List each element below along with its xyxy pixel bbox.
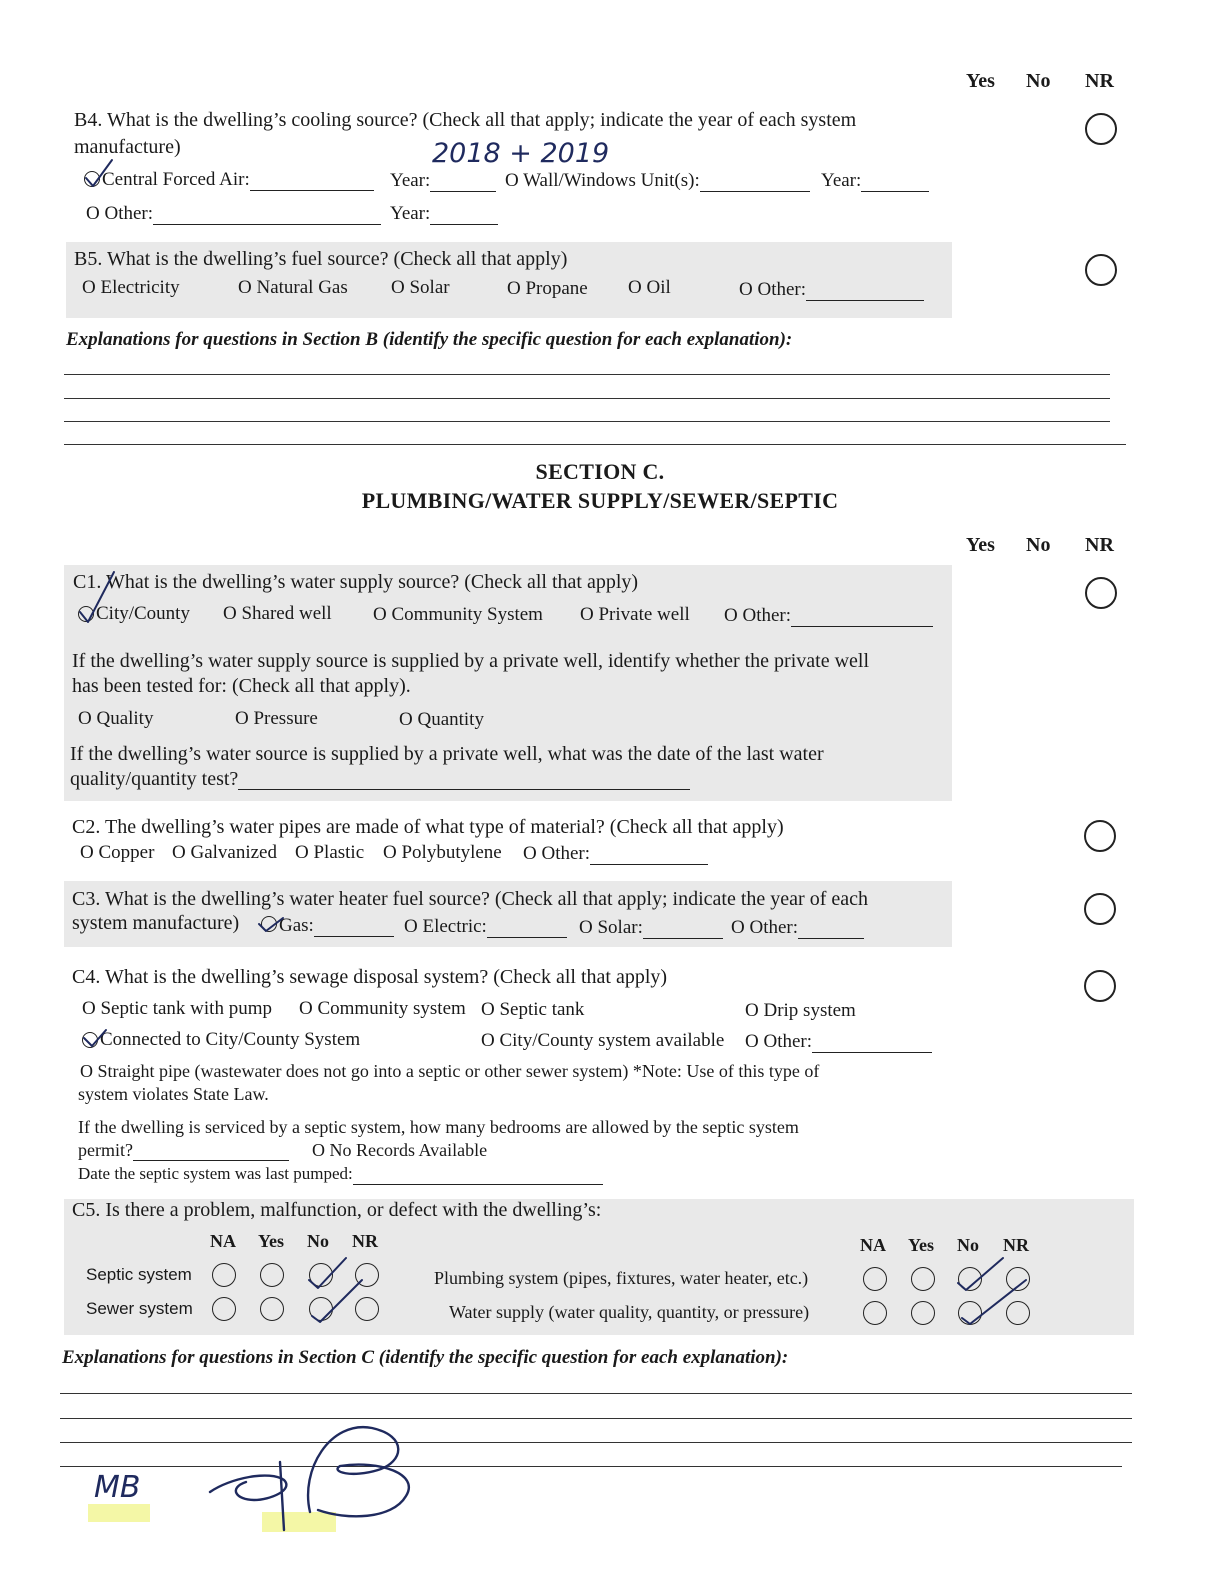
section-b-explanation-line[interactable]: [64, 374, 1110, 375]
b4-year: Year:: [390, 170, 496, 192]
b5-question: B5. What is the dwelling’s fuel source? (Check all that apply): [74, 248, 568, 270]
c2-option-copper[interactable]: O Copper: [80, 842, 155, 863]
header-nr: NR: [1085, 534, 1114, 556]
c1-question: C1. What is the dwelling’s water supply source? (Check all that apply): [73, 571, 639, 593]
c2-option-polybutylene[interactable]: O Polybutylene: [383, 842, 502, 863]
c4-option-connected[interactable]: Connected to City/County System: [100, 1029, 361, 1050]
section-b-explanation-line[interactable]: [64, 398, 1110, 399]
c5-plumbing-nr-radio[interactable]: [1006, 1267, 1030, 1291]
header-yes: Yes: [966, 534, 995, 556]
b4-question-line1: B4. What is the dwelling’s cooling source? (Check all that apply; indicate the year of each system: [74, 109, 857, 131]
section-c-subtitle: PLUMBING/WATER SUPPLY/SEWER/SEPTIC: [361, 488, 839, 513]
c5-plumbing-yes-radio[interactable]: [911, 1267, 935, 1291]
c5-water-nr-radio[interactable]: [1006, 1301, 1030, 1325]
c5-left-na-header: NA: [210, 1231, 236, 1251]
c1-well-test-line1: If the dwelling’s water supply source is supplied by a private well, identify whether the private well: [72, 650, 870, 672]
c5-water-yes-radio[interactable]: [911, 1301, 935, 1325]
header-no: No: [1026, 70, 1051, 92]
b4-nr-radio[interactable]: [1085, 113, 1117, 145]
c1-date-line1: If the dwelling’s water source is supplied by a private well, what was the date of the last water: [70, 743, 824, 765]
b4-wall-windows: O Wall/Windows Unit(s):: [505, 170, 810, 192]
c2-option-other[interactable]: O Other:: [523, 843, 708, 865]
c5-sewer-nr-radio[interactable]: [355, 1297, 379, 1321]
c2-question: C2. The dwelling’s water pipes are made of what type of material? (Check all that apply): [72, 816, 784, 838]
section-c-explanations-label: Explanations for questions in Section C (identify the specific question for each explanation):: [62, 1347, 789, 1368]
c5-water-supply-label: Water supply (water quality, quantity, or pressure): [449, 1302, 810, 1322]
c3-option-other[interactable]: O Other:: [731, 917, 864, 939]
c1-well-test-line2: has been tested for: (Check all that apply).: [72, 675, 411, 697]
c3-question-line1: C3. What is the dwelling’s water heater fuel source? (Check all that apply; indicate the year of each: [72, 888, 868, 910]
c5-plumbing-no-radio[interactable]: [958, 1267, 982, 1291]
c1-option-private-well[interactable]: O Private well: [580, 604, 690, 625]
c1-city-county-radio[interactable]: [78, 606, 94, 622]
c1-date-line2[interactable]: quality/quantity test?: [70, 768, 690, 790]
c5-sewer-system-label: Sewer system: [86, 1299, 193, 1318]
c3-option-gas[interactable]: Gas:: [279, 915, 394, 937]
c4-no-records[interactable]: O No Records Available: [312, 1140, 488, 1160]
section-c-explanation-line[interactable]: [60, 1466, 1122, 1467]
section-b-explanation-line[interactable]: [64, 444, 1126, 445]
c3-option-solar[interactable]: O Solar:: [579, 917, 723, 939]
c4-bedrooms-line2[interactable]: permit?: [78, 1139, 289, 1161]
c3-gas-radio[interactable]: [261, 916, 277, 932]
c2-nr-radio[interactable]: [1084, 820, 1116, 852]
c1-test-quantity[interactable]: O Quantity: [399, 709, 484, 730]
b5-option-solar[interactable]: O Solar: [391, 277, 450, 298]
b4-year-2: Year:: [821, 170, 929, 192]
c1-nr-radio[interactable]: [1085, 577, 1117, 609]
b5-nr-radio[interactable]: [1085, 254, 1117, 286]
header-no: No: [1026, 534, 1051, 556]
initials-highlight: [262, 1512, 336, 1532]
c5-right-na-header: NA: [860, 1235, 886, 1255]
section-b-explanation-line[interactable]: [64, 421, 1110, 422]
c4-bedrooms-line1: If the dwelling is serviced by a septic system, how many bedrooms are allowed by the septic system: [78, 1117, 799, 1137]
c4-question: C4. What is the dwelling’s sewage disposal system? (Check all that apply): [72, 966, 668, 988]
c1-option-other[interactable]: O Other:: [724, 605, 933, 627]
b5-option-oil[interactable]: O Oil: [628, 277, 671, 298]
b5-option-natural-gas[interactable]: O Natural Gas: [238, 277, 348, 298]
header-nr: NR: [1085, 70, 1114, 92]
c1-test-quality[interactable]: O Quality: [78, 708, 154, 729]
initials-highlight: [88, 1504, 150, 1522]
c1-test-pressure[interactable]: O Pressure: [235, 708, 318, 729]
c5-sewer-no-radio[interactable]: [309, 1297, 333, 1321]
section-c-explanation-line[interactable]: [60, 1442, 1132, 1443]
b4-central-forced-air: Central Forced Air:: [102, 169, 374, 191]
c4-option-septic-tank[interactable]: O Septic tank: [481, 999, 585, 1020]
section-c-explanation-line[interactable]: [60, 1418, 1132, 1419]
c4-straight-pipe-line2: system violates State Law.: [78, 1084, 269, 1104]
c5-left-nr-header: NR: [352, 1231, 378, 1251]
b5-option-electricity[interactable]: O Electricity: [82, 277, 180, 298]
c5-sewer-na-radio[interactable]: [212, 1297, 236, 1321]
b4-handwritten-year: 2018 + 2019: [432, 138, 610, 169]
handwritten-initials: MB: [94, 1470, 141, 1505]
c4-connected-radio[interactable]: [82, 1032, 98, 1048]
c2-option-galvanized[interactable]: O Galvanized: [172, 842, 277, 863]
c4-option-drip-system[interactable]: O Drip system: [745, 1000, 856, 1021]
header-yes: Yes: [966, 70, 995, 92]
b5-option-propane[interactable]: O Propane: [507, 278, 588, 299]
c5-water-no-radio[interactable]: [958, 1301, 982, 1325]
c5-septic-yes-radio[interactable]: [260, 1263, 284, 1287]
c5-septic-no-radio[interactable]: [309, 1263, 333, 1287]
c5-septic-na-radio[interactable]: [212, 1263, 236, 1287]
b4-other: O Other:: [86, 203, 381, 225]
c3-yes-radio[interactable]: [1084, 893, 1116, 925]
b4-central-air-radio[interactable]: [84, 171, 100, 187]
c4-option-community-system[interactable]: O Community system: [299, 998, 466, 1019]
c5-septic-system-label: Septic system: [86, 1265, 192, 1284]
c5-right-yes-header: Yes: [908, 1235, 934, 1255]
b5-option-other[interactable]: O Other:: [739, 279, 924, 301]
c1-option-community-system[interactable]: O Community System: [373, 604, 543, 625]
c4-option-other[interactable]: O Other:: [745, 1031, 932, 1053]
c5-question: C5. Is there a problem, malfunction, or defect with the dwelling’s:: [72, 1199, 602, 1221]
section-c-explanation-line[interactable]: [60, 1393, 1132, 1394]
section-b-explanations-label: Explanations for questions in Section B (identify the specific question for each explanation):: [66, 329, 793, 350]
section-c-title: SECTION C.: [535, 459, 665, 484]
c4-last-pumped[interactable]: Date the septic system was last pumped:: [78, 1163, 603, 1185]
c5-plumbing-label: Plumbing system (pipes, fixtures, water heater, etc.): [434, 1268, 809, 1288]
c5-left-no-header: No: [307, 1231, 329, 1251]
c2-option-plastic[interactable]: O Plastic: [295, 842, 365, 863]
c1-option-shared-well[interactable]: O Shared well: [223, 603, 332, 624]
c3-question-line2: system manufacture): [72, 912, 240, 934]
c5-left-yes-header: Yes: [258, 1231, 284, 1251]
c1-option-city-county[interactable]: City/County: [96, 603, 190, 624]
c4-option-septic-with-pump[interactable]: O Septic tank with pump: [82, 998, 272, 1019]
c5-right-no-header: No: [957, 1235, 979, 1255]
b4-year-3: Year:: [390, 203, 498, 225]
c5-septic-nr-radio[interactable]: [355, 1263, 379, 1287]
c4-straight-pipe-line1[interactable]: O Straight pipe (wastewater does not go into a septic or other sewer system) *Note: Use of this type of: [80, 1061, 820, 1081]
c5-plumbing-na-radio[interactable]: [863, 1267, 887, 1291]
c4-option-city-available[interactable]: O City/County system available: [481, 1030, 725, 1051]
c5-sewer-yes-radio[interactable]: [260, 1297, 284, 1321]
b4-question-line2: manufacture): [74, 136, 181, 158]
c5-right-nr-header: NR: [1003, 1235, 1029, 1255]
c5-water-na-radio[interactable]: [863, 1301, 887, 1325]
c3-option-electric[interactable]: O Electric:: [404, 916, 567, 938]
c4-nr-radio[interactable]: [1084, 970, 1116, 1002]
